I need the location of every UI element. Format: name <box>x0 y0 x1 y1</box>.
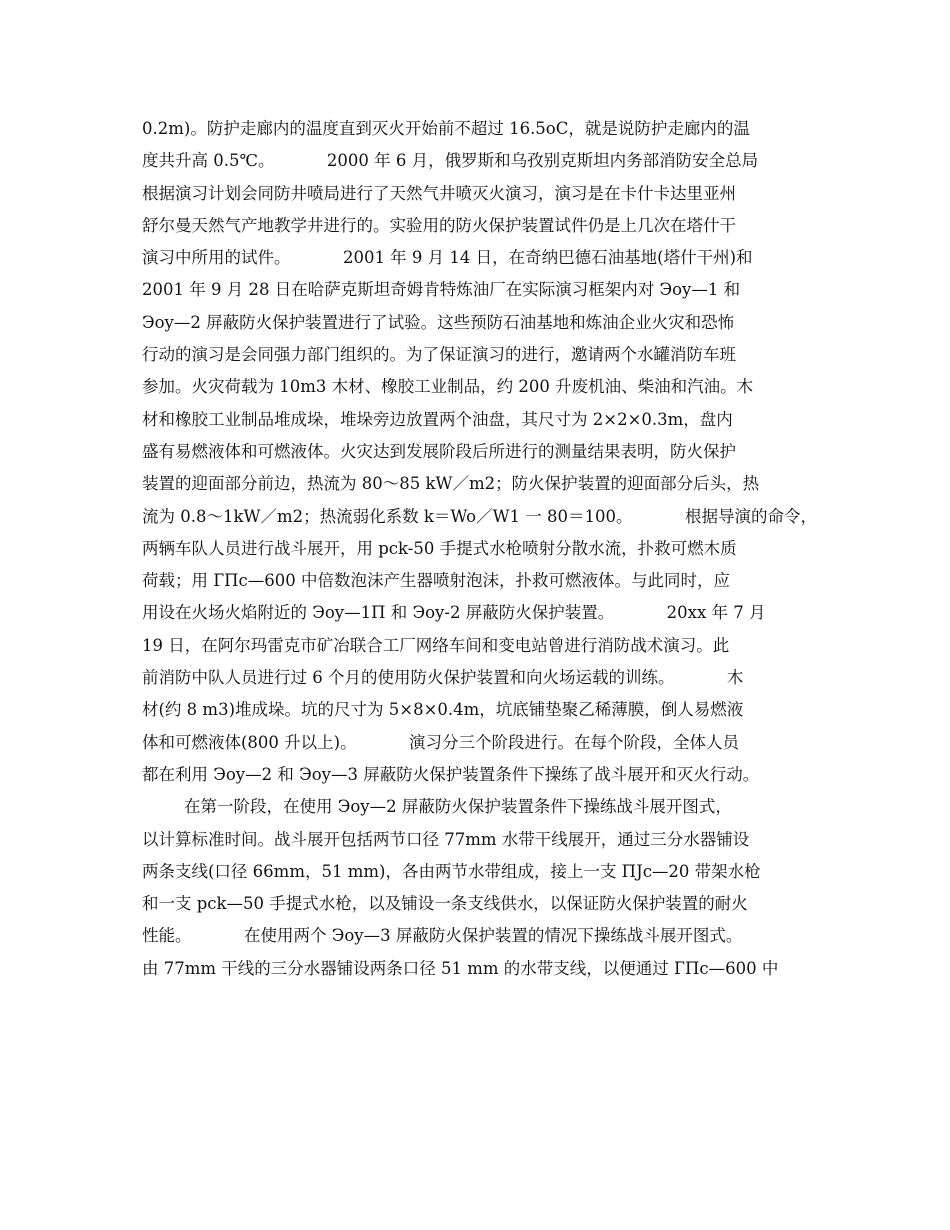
text-line: 荷载；用 ГПс—600 中倍数泡沫产生器喷射泡沫，扑救可燃液体。与此同时，应 <box>142 571 731 591</box>
text-line: 体和可燃液体(800 升以上)。 演习分三个阶段进行。在每个阶段，全体人员 <box>142 732 740 752</box>
text-line: 演习中所用的试件。 2001 年 9 月 14 日，在奇纳巴德石油基地(塔什干州)和 <box>142 248 753 268</box>
text-line: 前消防中队人员进行过 6 个月的使用防火保护装置和向火场运载的训练。 木 <box>142 668 744 688</box>
text-line: 由 77mm 干线的三分水器铺设两条口径 51 mm 的水带支线，以便通过 ГПс—600 中 <box>142 958 779 978</box>
text-line: 19 日，在阿尔玛雷克市矿冶联合工厂网络车间和变电站曾进行消防战术演习。此 <box>142 635 730 655</box>
text-line: 行动的演习是会同强力部门组织的。为了保证演习的进行，邀请两个水罐消防车班 <box>142 345 736 365</box>
text-line: 性能。 在使用两个 Эoy—3 屏蔽防火保护装置的情况下操练战斗展开图式。 <box>142 926 743 946</box>
text-line: 两条支线(口径 66mm，51 mm)，各由两节水带组成，接上一支 ПJc—20 带架水枪 <box>142 861 761 881</box>
text-line: 0.2m)。防护走廊内的温度直到灭火开始前不超过 16.5oC，就是说防护走廊内的温 <box>142 119 750 138</box>
text-line: 都在利用 Эoy—2 和 Эoy—3 屏蔽防火保护装置条件下操练了战斗展开和灭火行动。 <box>142 764 760 784</box>
text-line: 和一支 pck—50 手提式水枪，以及铺设一条支线供水，以保证防火保护装置的耐火 <box>142 894 748 914</box>
text-line: Эoy—2 屏蔽防火保护装置进行了试验。这些预防石油基地和炼油企业火灾和恐怖 <box>142 312 735 332</box>
text-line: 参加。火灾荷载为 10m3 木材、橡胶工业制品，约 200 升废机油、柴油和汽油。木 <box>142 377 754 397</box>
text-line: 盛有易燃液体和可燃液体。火灾达到发展阶段后所进行的测量结果表明，防火保护 <box>142 441 736 461</box>
text-line: 流为 0.8～1kW／m2；热流弱化系数 k＝Wo／W1 一 80＝100。 根据导演的命令， <box>142 506 817 526</box>
text-line: 两辆车队人员进行战斗展开，用 pck-50 手提式水枪喷射分散水流，扑救可燃木质 <box>142 538 737 558</box>
text-line: 舒尔曼天然气产地教学井进行的。实验用的防火保护装置试件仍是上几次在塔什干 <box>142 215 736 235</box>
text-line: 以计算标准时间。战斗展开包括两节口径 77mm 水带干线展开，通过三分水器铺设 <box>142 829 750 849</box>
text-line: 用设在火场火焰附近的 Эoy—1П 和 Эoy-2 屏蔽防火保护装置。 20xx 年 7 月 <box>142 603 766 623</box>
text-line: 材(约 8 m3)堆成垛。坑的尺寸为 5×8×0.4m，坑底铺垫聚乙稀薄膜，倒人易燃液 <box>142 700 744 720</box>
text-line: 度共升高 0.5℃。 2000 年 6 月，俄罗斯和乌孜别克斯坦内务部消防安全总局 <box>142 151 759 171</box>
text-line: 2001 年 9 月 28 日在哈萨克斯坦奇姆肯特炼油厂在实际演习框架内对 Эoy—1 和 <box>142 280 741 300</box>
text-line: 装置的迎面部分前边，热流为 80～85 kW／m2；防火保护装置的迎面部分后头，热 <box>142 474 760 494</box>
text-line: 在第一阶段，在使用 Эoy—2 屏蔽防火保护装置条件下操练战斗展开图式， <box>142 797 732 817</box>
body-text <box>142 113 822 985</box>
text-line: 根据演习计划会同防井喷局进行了天然气井喷灭火演习，演习是在卡什卡达里亚州 <box>142 183 736 203</box>
text-line: 材和橡胶工业制品堆成垛，堆垛旁边放置两个油盘，其尺寸为 2×2×0.3m，盘内 <box>142 409 733 429</box>
